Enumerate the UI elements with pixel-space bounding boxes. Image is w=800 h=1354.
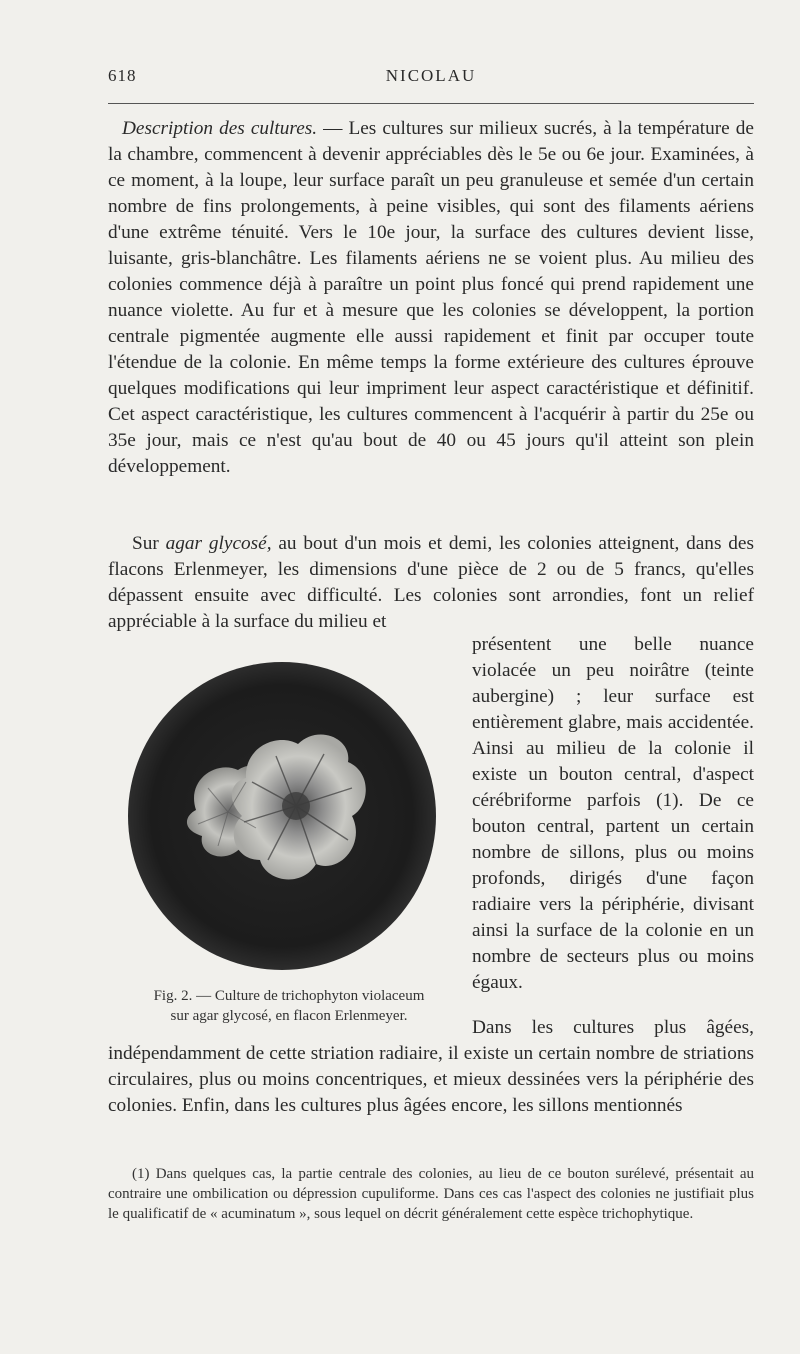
culture-plate-image <box>126 660 438 972</box>
footnote: (1) Dans quelques cas, la partie centrale des colonies, au lieu de ce bouton surélevé, présentait au contraire une ombilication ou dépression cupuliforme. Dans ces cas l'aspect des colonies ne justifiait plus le qualificatif de « acuminatum », sous lequel on décrit généralement cette espèce trichophytique. <box>108 1166 754 1222</box>
paragraph-text: Dans les cultures plus âgées, indépendamment de cette striation radiaire, il existe un certain nombre de striations circulaires, plus ou moins concentriques, et mieux dessinées vers la périphérie des colonies. Enfin, dans les cultures plus âgées encore, les sillons mentionnés <box>108 1017 754 1116</box>
header-rule <box>108 103 754 104</box>
paragraph-older-cultures <box>108 1015 754 1119</box>
paragraph-agar <box>108 531 754 635</box>
wrapped-paragraph: présentent une belle nuance violacée un peu noirâtre (teinte aubergine) ; leur surface est entièrement glabre, mais accidentée. Ainsi au milieu de la colonie il existe un bouton central, d'aspect cérébriforme parfois (1). De ce bouton central, partent un certain nombre de sillons, plus ou moins profonds, dirigés d'une façon radiaire vers la périphérie, divisant ainsi la surface de la colonie en un nombre de secteurs plus ou moins égaux. <box>472 634 754 993</box>
culture-photograph <box>126 660 438 972</box>
running-title: NICOLAU <box>385 66 477 85</box>
central-button <box>282 792 310 820</box>
page-number: 618 <box>108 66 137 85</box>
running-header <box>108 66 754 94</box>
caption-line-1: Fig. 2. — Culture de trichophyton violaceum <box>153 988 425 1004</box>
paragraph-description <box>108 116 754 480</box>
medium-name: agar glycosé, <box>165 533 272 554</box>
paragraph-text: au bout d'un mois et demi, les colonies atteignent, dans des flacons Erlenmeyer, les dimensions d'une pièce de 2 ou de 5 francs, qu'elles dépassent ensuite avec difficulté. Les colonies sont arrondies, font un relief appréciable à la surface du milieu et <box>108 533 754 632</box>
heading-dash: — <box>317 118 349 139</box>
paragraph-text: Les cultures sur milieux sucrés, à la température de la chambre, commencent à devenir appréciables dès le 5e ou 6e jour. Examinées, à ce moment, à la loupe, leur surface paraît un peu granuleuse et semée d'un certain nombre de fins prolongements, à peine visibles, qui sont des filaments aériens d'une extrême ténuité. Vers le 10e jour, la surface des cultures devient lisse, luisante, gris-blanchâtre. Les filaments aériens ne se voient plus. Au milieu des colonies commence déjà à paraître un point plus foncé qui prend rapidement une nuance violette. Au fur et à mesure que les colonies se développent, la portion centrale pigmentée augmente elle aussi rapidement et finit par occuper toute l'étendue de la colonie. En même temps la forme extérieure des cultures éprouve quelques modifications qui leur impriment leur aspect caractéristique et définitif. Cet aspect caractéristique, les cultures commencent à l'acquérir à partir du 25e ou 35e jour, mais ce n'est qu'au bout de 40 ou 45 jours qu'il atteint son plein développement. <box>108 118 754 477</box>
paragraph-lead: Sur <box>132 533 166 554</box>
caption-line-2: sur agar glycosé, en flacon Erlenmeyer. <box>170 1008 408 1024</box>
section-heading: Description des cultures. <box>122 118 318 139</box>
